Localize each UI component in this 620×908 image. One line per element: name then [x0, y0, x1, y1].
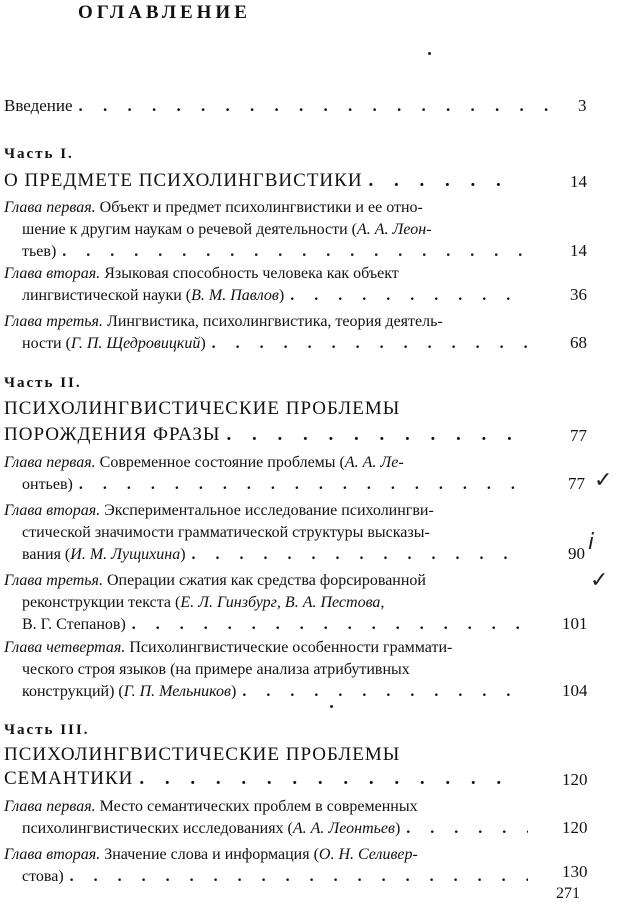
- chapter-page: 101: [562, 614, 588, 633]
- dot-leader: [70, 866, 528, 888]
- chapter-entry[interactable]: Глава вторая. Значение слова и информация (О. Н. Селивер- стова) . . .: [4, 844, 534, 888]
- dot-leader: [212, 333, 528, 355]
- intro-label: Введение: [4, 96, 73, 115]
- chapter-entry[interactable]: Глава вторая. Экспериментальное исследование психолингви- стической значимости грамматической структуры высказы- вания (И. М. Лущихина) . . .: [4, 500, 534, 566]
- dot-leader: [242, 681, 528, 703]
- chapter-page: 77: [568, 474, 585, 493]
- handwritten-mark: i: [588, 530, 595, 555]
- handwritten-check-mark: ✓: [594, 468, 613, 493]
- dot-leader: [369, 170, 518, 192]
- chapter-page: 36: [570, 285, 587, 304]
- part-2-label: Часть II.: [4, 375, 82, 391]
- dot-leader: [226, 424, 518, 446]
- chapter-entry[interactable]: Глава третья. Операции сжатия как средства форсированной реконструкции текста (Е. Л. Гинзбург, В. А. Пестова, В. Г. Степанов) . . .: [4, 570, 534, 636]
- chapter-page: 120: [562, 818, 588, 837]
- part-3-heading-line-1: ПСИХОЛИНГВИСТИЧЕСКИЕ ПРОБЛЕМЫ: [4, 744, 401, 765]
- chapter-entry[interactable]: Глава первая. Место семантических проблем в современных психолингвистических исследованиях (А. А. Леонтьев) . . .: [4, 796, 534, 840]
- part-1-page: 14: [570, 172, 587, 191]
- chapter-page: 14: [570, 241, 587, 260]
- dot-leader: [192, 544, 528, 566]
- print-speck: [428, 52, 431, 55]
- intro-page: 3: [578, 96, 587, 115]
- part-2-page: 77: [570, 426, 587, 445]
- toc-entry-introduction[interactable]: [4, 96, 564, 116]
- toc-title: ОГЛАВЛЕНИЕ: [78, 2, 251, 23]
- dot-leader: [290, 285, 528, 307]
- part-3-heading[interactable]: СЕМАНТИКИ . . .: [4, 768, 524, 790]
- part-1-heading[interactable]: О ПРЕДМЕТЕ ПСИХОЛИНГВИСТИКИ . . .: [4, 170, 524, 192]
- chapter-entry[interactable]: Глава первая. Объект и предмет психолингвистики и ее отно- шение к другим наукам о речевой деятельности (А. А. Леон- тьев) . . .: [4, 197, 534, 263]
- chapter-page: 68: [570, 333, 587, 352]
- part-1-label: Часть I.: [4, 146, 74, 162]
- dot-leader: [62, 241, 528, 263]
- dot-leader: [79, 96, 558, 116]
- part-3-page: 120: [562, 770, 588, 789]
- chapter-page: 104: [562, 681, 588, 700]
- page-number: 271: [556, 885, 580, 902]
- chapter-entry[interactable]: Глава вторая. Языковая способность человека как объект лингвистической науки (В. М. Павлов) . . .: [4, 263, 534, 307]
- chapter-entry[interactable]: Глава третья. Лингвистика, психолингвистика, теория деятель- ности (Г. П. Щедровицкий) . . .: [4, 311, 534, 355]
- part-2-heading-line-1: ПСИХОЛИНГВИСТИЧЕСКИЕ ПРОБЛЕМЫ: [4, 398, 401, 419]
- chapter-page: 90: [568, 544, 585, 563]
- part-3-label: Часть III.: [4, 722, 90, 738]
- part-2-heading[interactable]: ПОРОЖДЕНИЯ ФРАЗЫ . . .: [4, 424, 524, 446]
- dot-leader: [139, 768, 518, 790]
- chapter-page: 130: [562, 862, 588, 881]
- dot-leader: [406, 818, 528, 840]
- dot-leader: [132, 614, 528, 636]
- dot-leader: [79, 474, 528, 496]
- print-speck: [330, 705, 333, 708]
- chapter-entry[interactable]: Глава четвертая. Психолингвистические особенности граммати- ческого строя языков (на примере анализа атрибутивных конструкций) (Г. П. Мельников) . . .: [4, 637, 534, 703]
- handwritten-check-mark: ✓: [590, 568, 609, 593]
- chapter-entry[interactable]: Глава первая. Современное состояние проблемы (А. А. Ле- онтьев) . . .: [4, 452, 534, 496]
